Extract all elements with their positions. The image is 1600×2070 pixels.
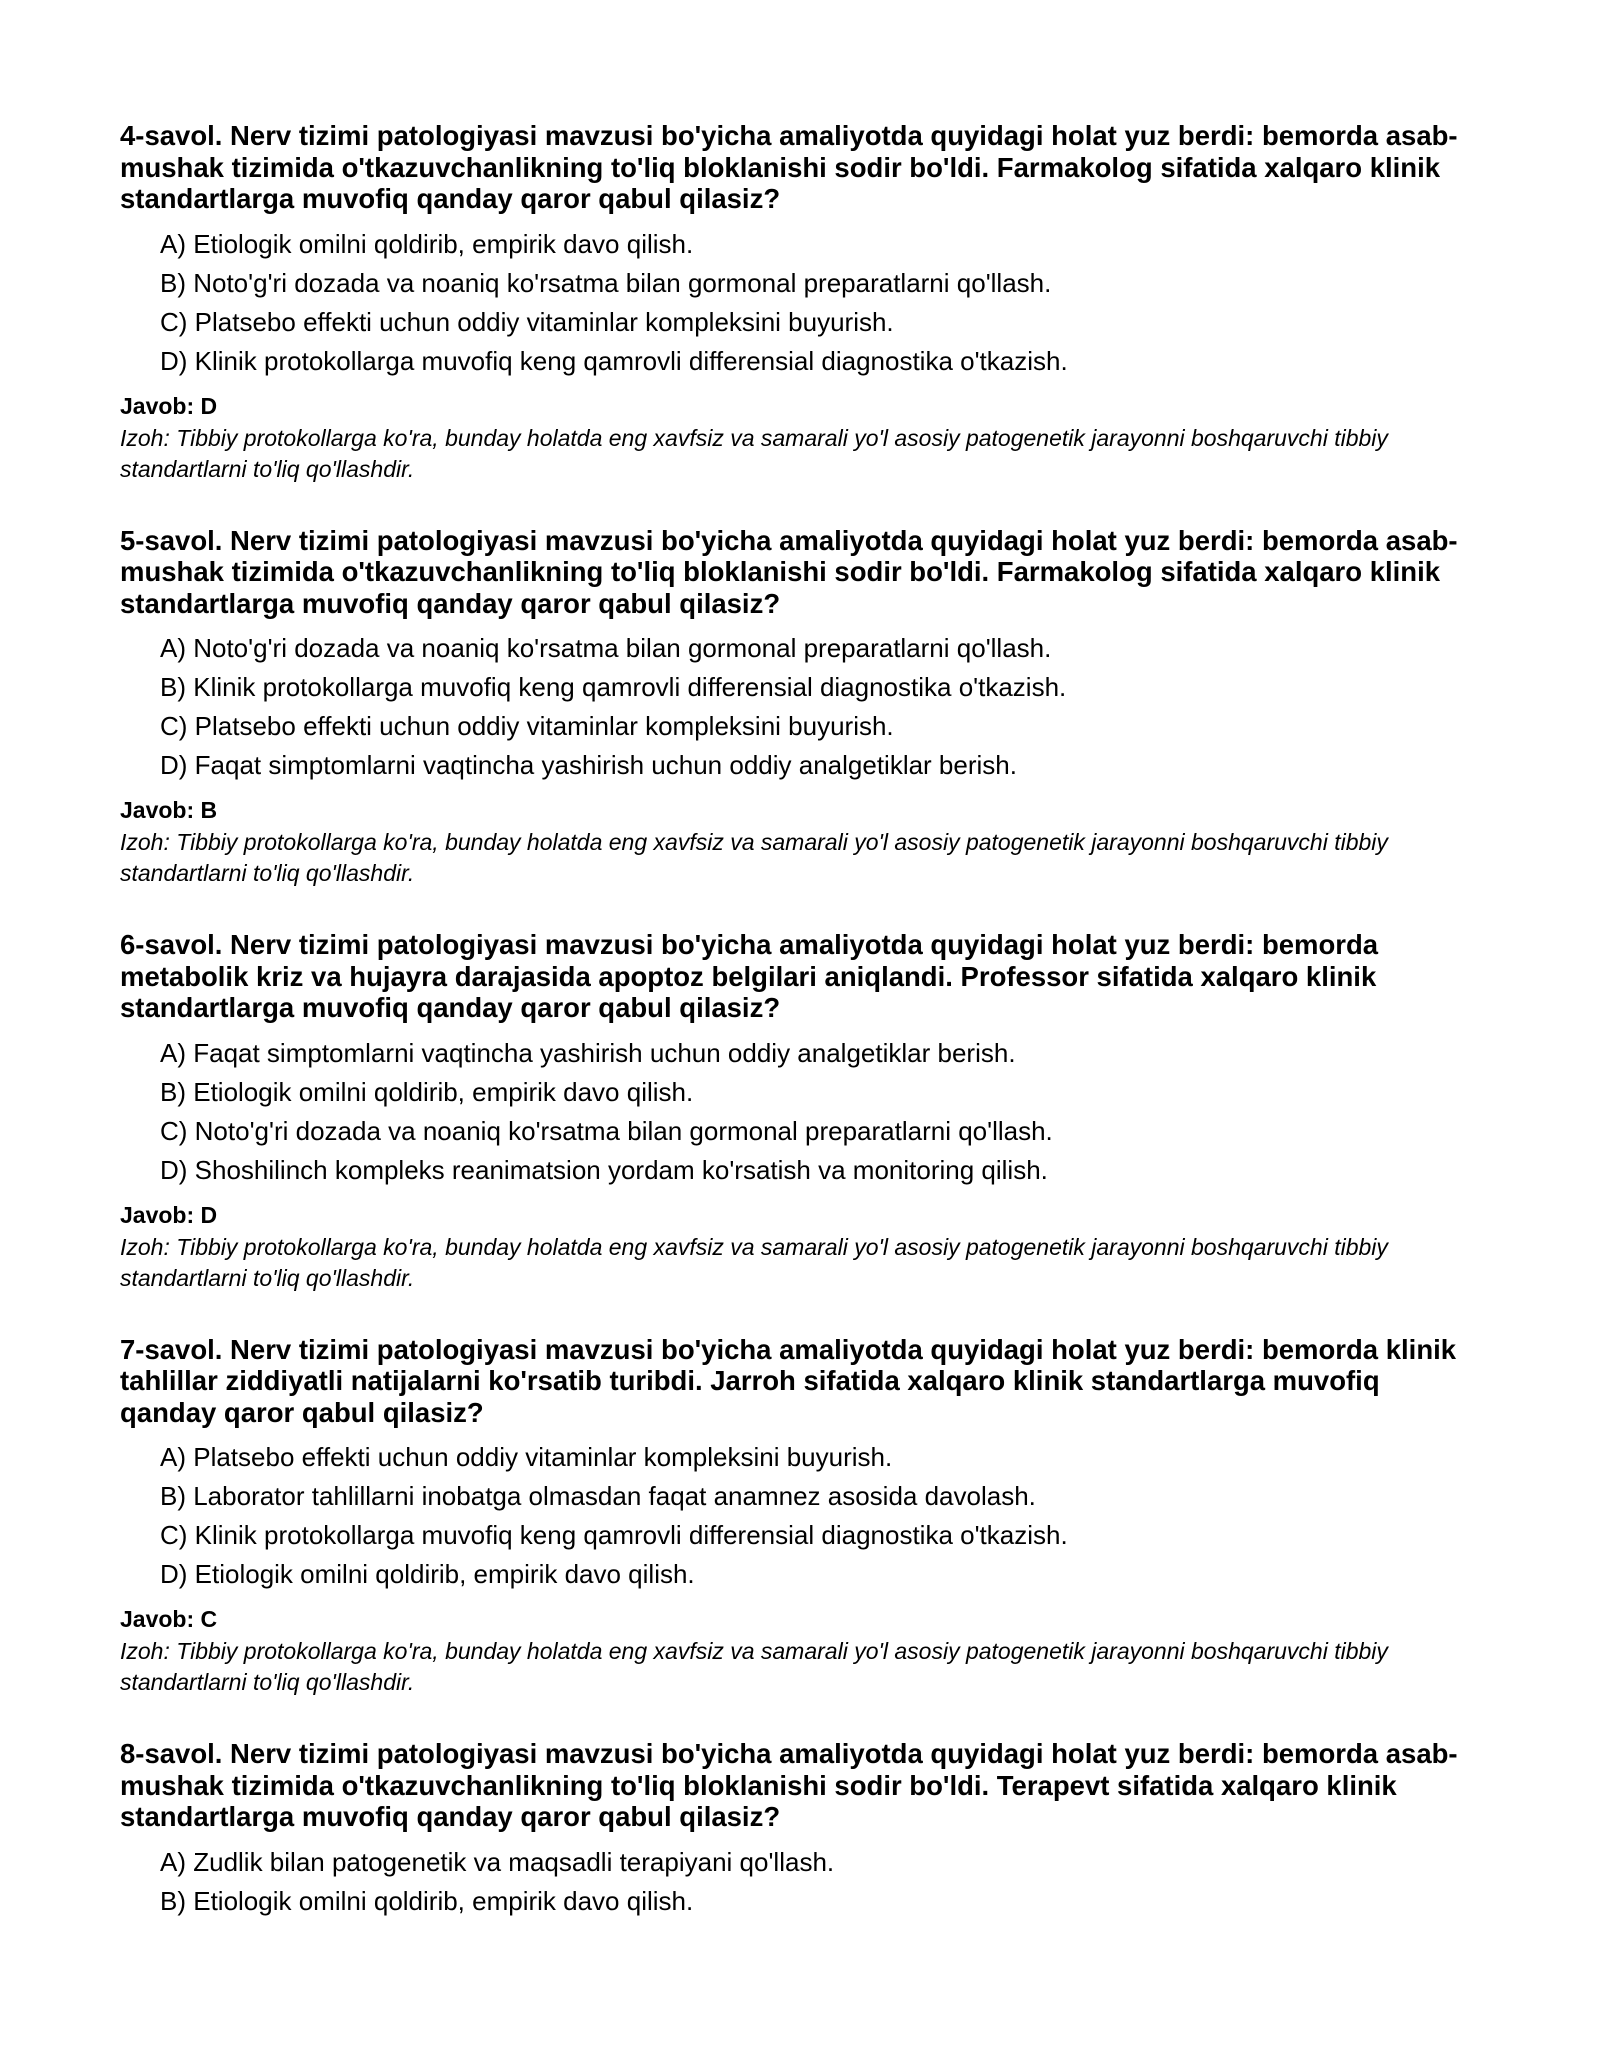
option-d: D) Shoshilinch kompleks reanimatsion yordam ko'rsatish va monitoring qilish. (160, 1154, 1048, 1185)
option-c: C) Platsebo effekti uchun oddiy vitaminlar kompleksini buyurish. (160, 711, 894, 741)
answer-label: Javob: D (120, 392, 218, 419)
option-a: A) Noto'g'ri dozada va noaniq ko'rsatma bilan gormonal preparatlarni qo'llash. (160, 633, 1052, 663)
option-c: C) Klinik protokollarga muvofiq keng qamrovli differensial diagnostika o'tkazish. (160, 1520, 1068, 1550)
option-b: B) Etiologik omilni qoldirib, empirik davo qilish. (160, 1076, 694, 1107)
option-d: D) Klinik protokollarga muvofiq keng qamrovli differensial diagnostika o'tkazish. (160, 345, 1068, 376)
option-a: A) Faqat simptomlarni vaqtincha yashirish uchun oddiy analgetiklar berish. (160, 1037, 1016, 1068)
option-c: C) Platsebo effekti uchun oddiy vitaminlar kompleksini buyurish. (160, 306, 894, 337)
question-block (120, 525, 1480, 890)
option-a: A) Zudlik bilan patogenetik va maqsadli terapiyani qo'llash. (160, 1846, 835, 1877)
option-b: B) Klinik protokollarga muvofiq keng qamrovli differensial diagnostika o'tkazish. (160, 672, 1067, 702)
option-list (160, 1034, 1480, 1190)
option-b: B) Etiologik omilni qoldirib, empirik davo qilish. (160, 1885, 694, 1916)
option-list (160, 629, 1480, 785)
option-b: B) Laborator tahlillarni inobatga olmasdan faqat anamnez asosida davolash. (160, 1481, 1036, 1511)
question-text: 5-savol. Nerv tizimi patologiyasi mavzusi bo'yicha amaliyotda quyidagi holat yuz berdi: bemorda asab-mushak tizimida o'tkazuvchanlikning to'liq bloklanishi sodir bo'ldi. Farmakolog sifatida xalqaro klinik standartlarga muvofiq qanday qaror qabul qilasiz? (120, 524, 1458, 619)
question-block (120, 1738, 1480, 1921)
option-list (160, 225, 1480, 381)
option-list (160, 1438, 1480, 1594)
option-c: C) Noto'g'ri dozada va noaniq ko'rsatma bilan gormonal preparatlarni qo'llash. (160, 1115, 1053, 1146)
question-text: 7-savol. Nerv tizimi patologiyasi mavzusi bo'yicha amaliyotda quyidagi holat yuz berdi: bemorda klinik tahlillar ziddiyatli natijalarni ko'rsatib turibdi. Jarroh sifatida xalqaro klinik standartlarga muvofiq qanday qaror qabul qilasiz? (120, 1333, 1457, 1428)
option-d: D) Faqat simptomlarni vaqtincha yashirish uchun oddiy analgetiklar berish. (160, 750, 1017, 780)
answer-label: Javob: D (120, 1201, 218, 1228)
answer-label: Javob: B (120, 797, 218, 823)
question-block (120, 1334, 1480, 1699)
question-block (120, 120, 1480, 485)
option-list (160, 1843, 1480, 1921)
option-d: D) Etiologik omilni qoldirib, empirik davo qilish. (160, 1559, 695, 1589)
question-text: 8-savol. Nerv tizimi patologiyasi mavzusi bo'yicha amaliyotda quyidagi holat yuz berdi: bemorda asab-mushak tizimida o'tkazuvchanlikning to'liq bloklanishi sodir bo'ldi. Terapevt sifatida xalqaro klinik standartlarga muvofiq qanday qaror qabul qilasiz? (120, 1738, 1458, 1832)
option-b: B) Noto'g'ri dozada va noaniq ko'rsatma bilan gormonal preparatlarni qo'llash. (160, 267, 1052, 298)
explanation-note: Izoh: Tibbiy protokollarga ko'ra, bunday holatda eng xavfsiz va samarali yo'l asosiy patogenetik jarayonni boshqaruvchi tibbiy standartlarni to'liq qo'llashdir. (120, 1233, 1388, 1291)
explanation-note: Izoh: Tibbiy protokollarga ko'ra, bunday holatda eng xavfsiz va samarali yo'l asosiy patogenetik jarayonni boshqaruvchi tibbiy standartlarni to'liq qo'llashdir. (120, 829, 1388, 886)
document-page (120, 120, 1480, 1961)
question-block (120, 929, 1480, 1294)
option-a: A) Platsebo effekti uchun oddiy vitaminlar kompleksini buyurish. (160, 1442, 893, 1472)
explanation-note: Izoh: Tibbiy protokollarga ko'ra, bunday holatda eng xavfsiz va samarali yo'l asosiy patogenetik jarayonni boshqaruvchi tibbiy standartlarni to'liq qo'llashdir. (120, 424, 1388, 482)
question-text: 6-savol. Nerv tizimi patologiyasi mavzusi bo'yicha amaliyotda quyidagi holat yuz berdi: bemorda metabolik kriz va hujayra darajasida apoptoz belgilari aniqlandi. Professor sifatida xalqaro klinik standartlarga muvofiq qanday qaror qabul qilasiz? (120, 929, 1379, 1023)
option-a: A) Etiologik omilni qoldirib, empirik davo qilish. (160, 228, 694, 259)
question-text: 4-savol. Nerv tizimi patologiyasi mavzusi bo'yicha amaliyotda quyidagi holat yuz berdi: bemorda asab-mushak tizimida o'tkazuvchanlikning to'liq bloklanishi sodir bo'ldi. Farmakolog sifatida xalqaro klinik standartlarga muvofiq qanday qaror qabul qilasiz? (120, 120, 1458, 214)
answer-label: Javob: C (120, 1606, 218, 1632)
explanation-note: Izoh: Tibbiy protokollarga ko'ra, bunday holatda eng xavfsiz va samarali yo'l asosiy patogenetik jarayonni boshqaruvchi tibbiy standartlarni to'liq qo'llashdir. (120, 1638, 1388, 1695)
